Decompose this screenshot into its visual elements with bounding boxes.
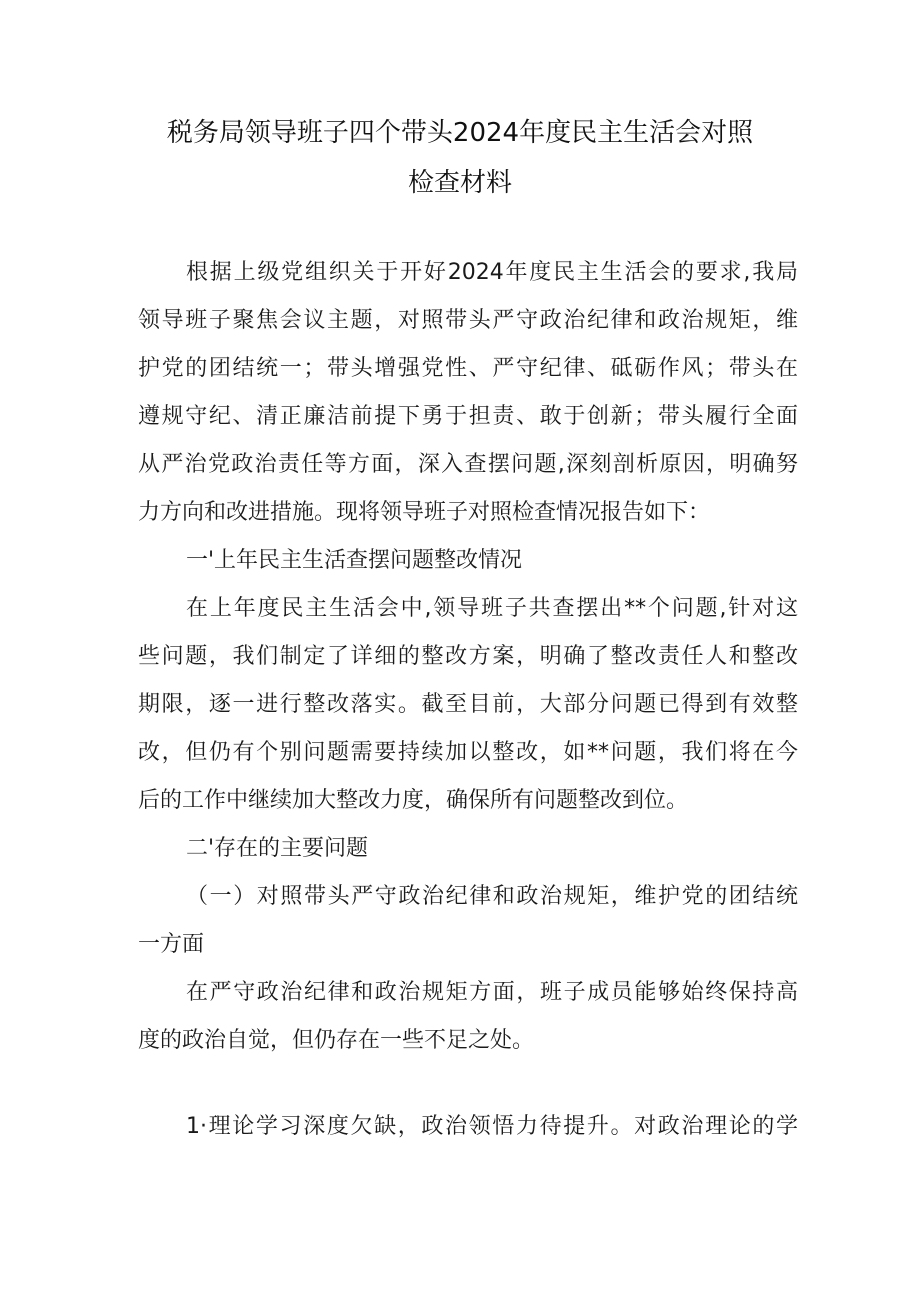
paragraph-line: 遵规守纪、清正廉洁前提下勇于担责、敢于创新；带头履行全面 xyxy=(138,404,798,429)
document-title-line-2: 检查材料 xyxy=(407,168,512,198)
paragraph-line: 领导班子聚焦会议主题，对照带头严守政治纪律和政治规矩，维 xyxy=(138,308,798,333)
paragraph-line: 在严守政治纪律和政治规矩方面，班子成员能够始终保持高 xyxy=(186,980,798,1005)
paragraph-line: 根据上级党组织关于开好2024年度民主生活会的要求,我局 xyxy=(186,260,798,285)
paragraph-line: 在上年度民主生活会中,领导班子共查摆出**个问题,针对这 xyxy=(186,596,798,621)
section-heading: 二'存在的主要问题 xyxy=(186,836,369,861)
paragraph-line: 后的工作中继续加大整改力度，确保所有问题整改到位。 xyxy=(138,788,689,813)
paragraph-line: 些问题，我们制定了详细的整改方案，明确了整改责任人和整改 xyxy=(138,644,798,669)
section-heading: 一'上年民主生活查摆问题整改情况 xyxy=(186,548,523,573)
paragraph-line: 力方向和改进措施。现将领导班子对照检查情况报告如下： xyxy=(138,500,711,525)
paragraph-line: 从严治党政治责任等方面，深入查摆问题,深刻剖析原因，明确努 xyxy=(138,452,798,477)
paragraph-line: 期限，逐一进行整改落实。截至目前，大部分问题已得到有效整 xyxy=(138,692,798,717)
paragraph-line: 改，但仍有个别问题需要持续加以整改，如**问题，我们将在今 xyxy=(138,740,798,765)
subsection-heading: 一方面 xyxy=(138,932,205,957)
document-title-line-1: 税务局领导班子四个带头2024年度民主生活会对照 xyxy=(166,118,754,148)
list-item: 1·理论学习深度欠缺，政治领悟力待提升。对政治理论的学 xyxy=(186,1114,798,1139)
subsection-heading: （一）对照带头严守政治纪律和政治规矩，维护党的团结统 xyxy=(186,884,798,909)
paragraph-line: 护党的团结统一；带头增强党性、严守纪律、砥砺作风；带头在 xyxy=(138,356,798,381)
paragraph-line: 度的政治自觉，但仍存在一些不足之处。 xyxy=(138,1028,535,1053)
